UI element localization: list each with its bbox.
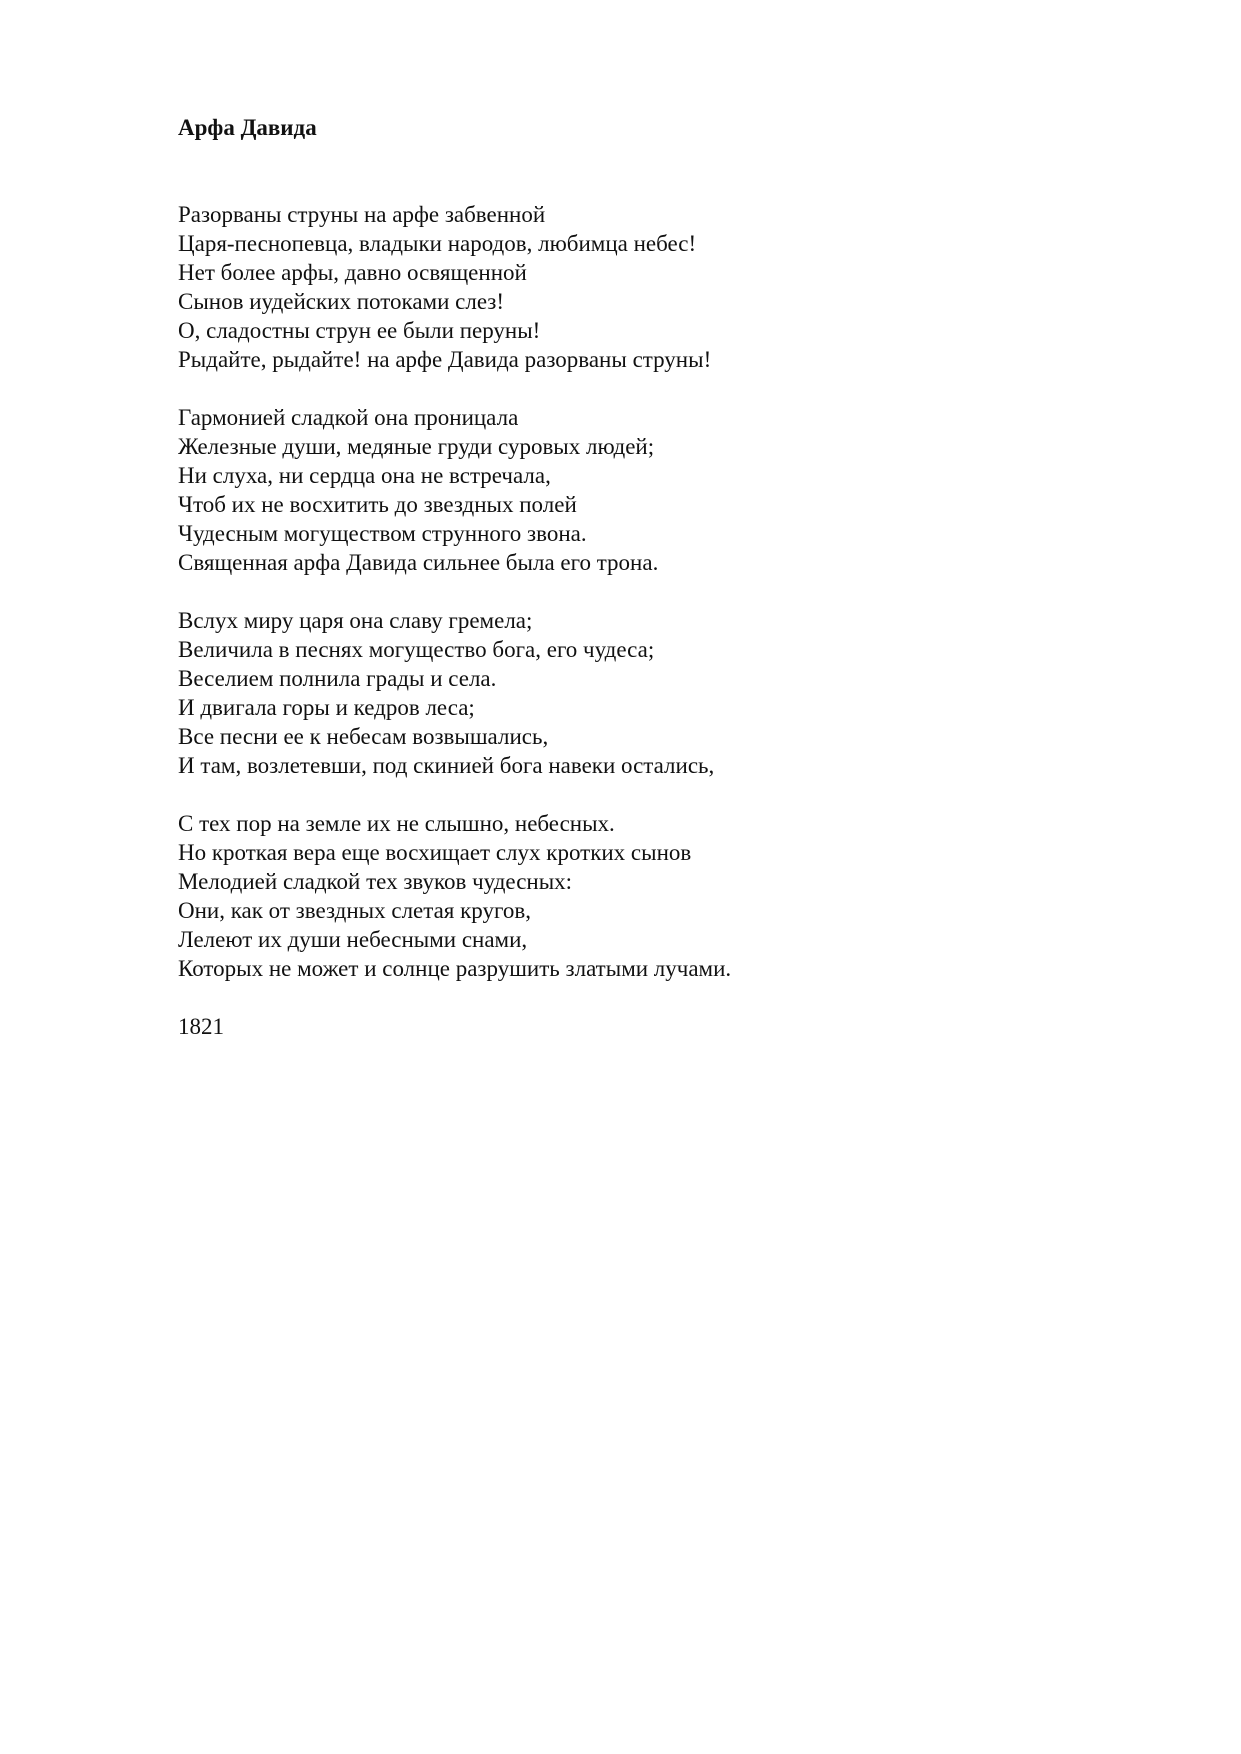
poem-content (178, 114, 1128, 1041)
poem-line: Гармонией сладкой она проницала (178, 405, 519, 430)
stanza-3 (178, 606, 1128, 780)
poem-line: Мелодией сладкой тех звуков чудесных: (178, 869, 573, 894)
poem-line: Величила в песнях могущество бога, его чудеса; (178, 637, 655, 662)
poem-line: И там, возлетевши, под скинией бога навеки остались, (178, 753, 715, 778)
poem-line: Царя-песнопевца, владыки народов, любимца небес! (178, 231, 697, 256)
poem-line: С тех пор на земле их не слышно, небесных. (178, 811, 615, 836)
poem-line: Они, как от звездных слетая кругов, (178, 898, 531, 923)
poem-line: И двигала горы и кедров леса; (178, 695, 475, 720)
poem-line: Сынов иудейских потоками слез! (178, 289, 505, 314)
poem-line: Чтоб их не восхитить до звездных полей (178, 492, 577, 517)
poem-line: Которых не может и солнце разрушить златыми лучами. (178, 956, 732, 981)
poem-line: Ни слуха, ни сердца она не встречала, (178, 463, 551, 488)
poem-line: О, сладостны струн ее были перуны! (178, 318, 541, 343)
poem-line: Рыдайте, рыдайте! на арфе Давида разорваны струны! (178, 347, 712, 372)
poem-title: Арфа Давида (178, 115, 317, 140)
stanza-4 (178, 809, 1128, 983)
poem-line: Чудесным могуществом струнного звона. (178, 521, 587, 546)
poem-line: Железные души, медяные груди суровых людей; (178, 434, 655, 459)
poem-line: Но кроткая вера еще восхищает слух кротких сынов (178, 840, 692, 865)
poem-year: 1821 (178, 1014, 224, 1039)
poem-line: Лелеют их души небесными снами, (178, 927, 528, 952)
poem-line: Вслух миру царя она славу гремела; (178, 608, 533, 633)
poem-line: Веселием полнила грады и села. (178, 666, 497, 691)
poem-line: Священная арфа Давида сильнее была его трона. (178, 550, 659, 575)
stanza-2 (178, 403, 1128, 577)
poem-line: Разорваны струны на арфе забвенной (178, 202, 546, 227)
poem-line: Все песни ее к небесам возвышались, (178, 724, 549, 749)
poem-line: Нет более арфы, давно освященной (178, 260, 527, 285)
stanza-1 (178, 200, 1128, 374)
